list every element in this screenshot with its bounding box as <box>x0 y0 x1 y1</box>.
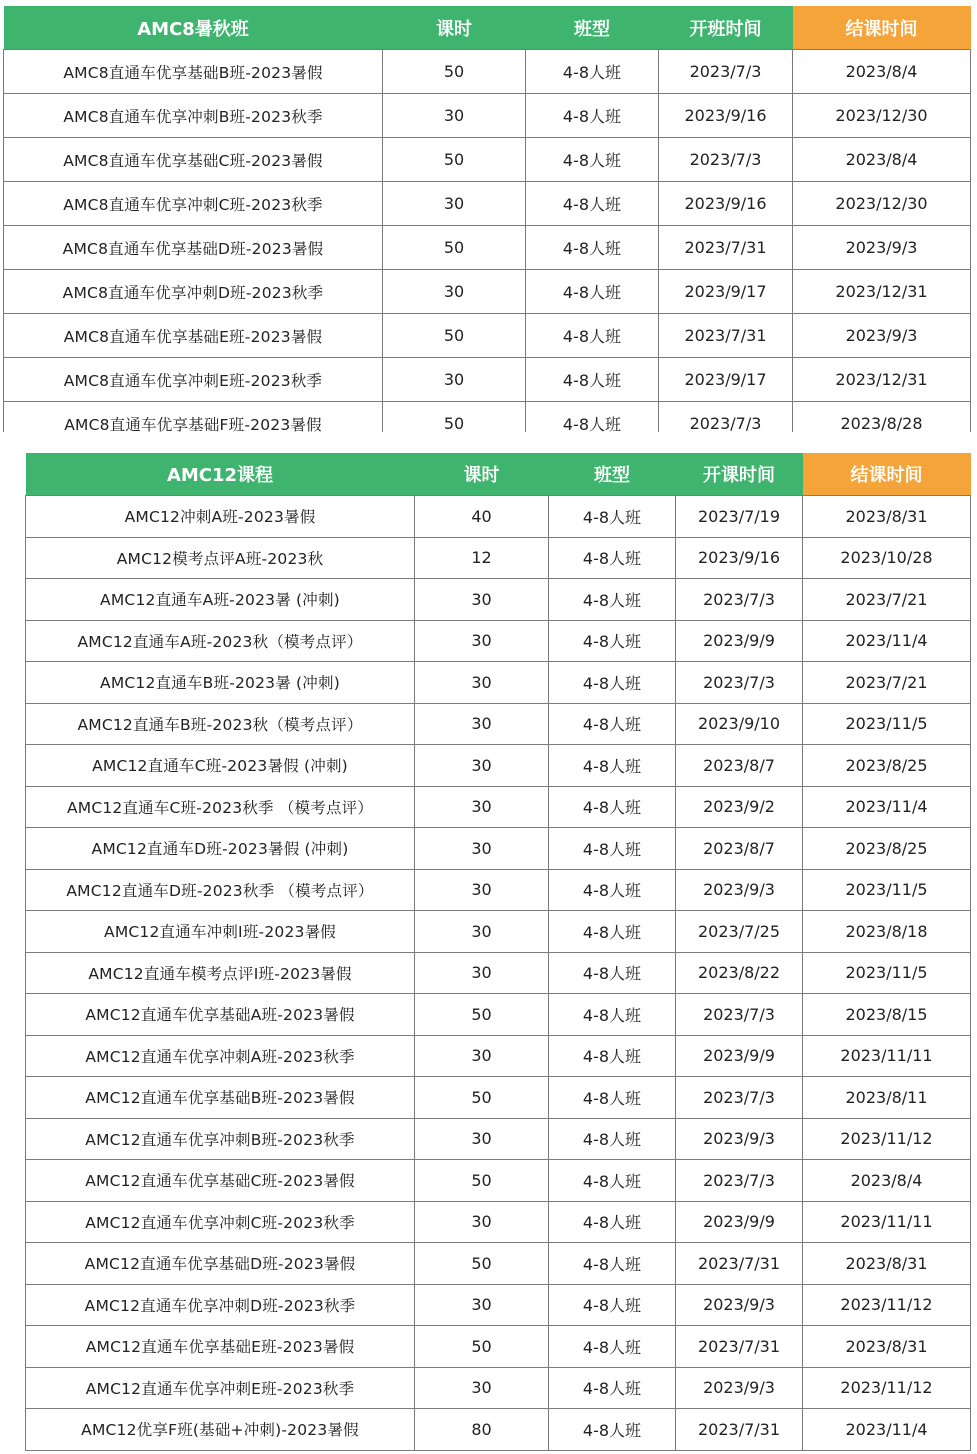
amc12-cell-hours: 30 <box>415 828 549 870</box>
amc8-cell-class-type: 4-8人班 <box>526 226 659 270</box>
amc12-header-start-date: 开课时间 <box>676 453 803 496</box>
amc12-table-row <box>26 620 971 662</box>
amc8-cell-course-name: AMC8直通车优享冲刺B班-2023秋季 <box>4 94 383 138</box>
amc12-table-row <box>26 662 971 704</box>
amc12-table-row <box>26 952 971 994</box>
amc8-cell-class-type: 4-8人班 <box>526 94 659 138</box>
amc8-cell-end-date: 2023/12/31 <box>793 358 971 402</box>
amc12-table-row <box>26 1077 971 1119</box>
amc12-cell-start-date: 2023/7/3 <box>676 579 803 621</box>
amc8-cell-start-date: 2023/7/31 <box>659 226 793 270</box>
amc12-cell-start-date: 2023/7/31 <box>676 1409 803 1451</box>
amc8-cell-class-type: 4-8人班 <box>526 314 659 358</box>
amc12-cell-start-date: 2023/7/3 <box>676 1077 803 1119</box>
amc8-table-row <box>4 50 971 94</box>
amc8-cell-start-date: 2023/9/17 <box>659 270 793 314</box>
amc12-table-row <box>26 1409 971 1451</box>
amc12-cell-course-name: AMC12直通车优享基础A班-2023暑假 <box>26 994 415 1036</box>
amc8-cell-start-date: 2023/9/17 <box>659 358 793 402</box>
amc8-cell-start-date: 2023/9/16 <box>659 94 793 138</box>
amc8-cell-hours: 50 <box>383 226 526 270</box>
amc8-header-hours: 课时 <box>383 6 526 50</box>
amc12-table-row <box>26 1326 971 1368</box>
amc12-table-row <box>26 745 971 787</box>
amc12-cell-class-type: 4-8人班 <box>549 1118 676 1160</box>
amc12-cell-class-type: 4-8人班 <box>549 1409 676 1451</box>
amc12-cell-course-name: AMC12直通车A班-2023秋（模考点评） <box>26 620 415 662</box>
amc12-cell-course-name: AMC12直通车优享冲刺B班-2023秋季 <box>26 1118 415 1160</box>
amc12-cell-end-date: 2023/7/21 <box>803 662 971 704</box>
amc8-table-row <box>4 358 971 402</box>
amc12-table-row <box>26 1367 971 1409</box>
amc12-cell-end-date: 2023/11/5 <box>803 869 971 911</box>
amc12-cell-class-type: 4-8人班 <box>549 496 676 538</box>
amc8-cell-end-date: 2023/12/31 <box>793 270 971 314</box>
amc12-cell-class-type: 4-8人班 <box>549 703 676 745</box>
amc12-cell-course-name: AMC12模考点评A班-2023秋 <box>26 537 415 579</box>
amc12-cell-class-type: 4-8人班 <box>549 662 676 704</box>
amc12-cell-course-name: AMC12冲刺A班-2023暑假 <box>26 496 415 538</box>
amc8-header-start-date: 开班时间 <box>659 6 793 50</box>
amc12-cell-hours: 30 <box>415 869 549 911</box>
amc12-cell-course-name: AMC12直通车冲刺I班-2023暑假 <box>26 911 415 953</box>
amc8-table-row <box>4 270 971 314</box>
amc8-cell-end-date: 2023/12/30 <box>793 182 971 226</box>
amc12-cell-class-type: 4-8人班 <box>549 1367 676 1409</box>
amc12-cell-end-date: 2023/8/4 <box>803 1160 971 1202</box>
amc12-table-row <box>26 1118 971 1160</box>
amc8-header-course: AMC8暑秋班 <box>4 6 383 50</box>
amc12-cell-class-type: 4-8人班 <box>549 745 676 787</box>
amc12-cell-end-date: 2023/11/12 <box>803 1367 971 1409</box>
amc12-cell-class-type: 4-8人班 <box>549 911 676 953</box>
amc12-cell-start-date: 2023/7/25 <box>676 911 803 953</box>
amc8-cell-end-date: 2023/9/3 <box>793 226 971 270</box>
amc12-cell-course-name: AMC12直通车B班-2023暑 (冲刺) <box>26 662 415 704</box>
amc12-cell-course-name: AMC12直通车优享基础C班-2023暑假 <box>26 1160 415 1202</box>
amc12-cell-start-date: 2023/9/9 <box>676 1035 803 1077</box>
amc8-cell-course-name: AMC8直通车优享冲刺C班-2023秋季 <box>4 182 383 226</box>
amc8-table-row <box>4 402 971 433</box>
amc12-cell-course-name: AMC12优享F班(基础+冲刺)-2023暑假 <box>26 1409 415 1451</box>
amc12-cell-start-date: 2023/9/3 <box>676 1284 803 1326</box>
amc12-cell-course-name: AMC12直通车D班-2023暑假 (冲刺) <box>26 828 415 870</box>
amc12-cell-end-date: 2023/8/31 <box>803 496 971 538</box>
amc12-cell-hours: 50 <box>415 1077 549 1119</box>
amc12-cell-course-name: AMC12直通车优享基础D班-2023暑假 <box>26 1243 415 1285</box>
amc8-cell-start-date: 2023/7/3 <box>659 402 793 433</box>
amc12-cell-course-name: AMC12直通车C班-2023秋季 （模考点评） <box>26 786 415 828</box>
amc12-cell-hours: 30 <box>415 911 549 953</box>
amc8-header-class-type: 班型 <box>526 6 659 50</box>
amc12-cell-start-date: 2023/9/9 <box>676 620 803 662</box>
amc12-cell-start-date: 2023/7/19 <box>676 496 803 538</box>
amc12-cell-course-name: AMC12直通车优享冲刺A班-2023秋季 <box>26 1035 415 1077</box>
amc12-cell-end-date: 2023/11/4 <box>803 786 971 828</box>
amc12-cell-start-date: 2023/9/10 <box>676 703 803 745</box>
amc12-cell-start-date: 2023/9/3 <box>676 1118 803 1160</box>
amc12-header-course: AMC12课程 <box>26 453 415 496</box>
amc12-cell-hours: 30 <box>415 1118 549 1160</box>
amc8-cell-class-type: 4-8人班 <box>526 402 659 433</box>
amc8-cell-end-date: 2023/9/3 <box>793 314 971 358</box>
amc12-table-row <box>26 828 971 870</box>
amc12-cell-course-name: AMC12直通车D班-2023秋季 （模考点评） <box>26 869 415 911</box>
amc12-cell-hours: 30 <box>415 1035 549 1077</box>
amc12-cell-course-name: AMC12直通车优享冲刺D班-2023秋季 <box>26 1284 415 1326</box>
amc12-cell-end-date: 2023/11/11 <box>803 1201 971 1243</box>
amc8-cell-start-date: 2023/7/3 <box>659 138 793 182</box>
amc12-cell-end-date: 2023/10/28 <box>803 537 971 579</box>
amc12-table-row <box>26 786 971 828</box>
amc12-cell-course-name: AMC12直通车A班-2023暑 (冲刺) <box>26 579 415 621</box>
amc12-cell-end-date: 2023/8/25 <box>803 828 971 870</box>
amc12-cell-class-type: 4-8人班 <box>549 869 676 911</box>
amc12-cell-course-name: AMC12直通车模考点评I班-2023暑假 <box>26 952 415 994</box>
amc12-schedule-table <box>25 453 971 1451</box>
amc12-cell-class-type: 4-8人班 <box>549 1035 676 1077</box>
amc12-table-row <box>26 1035 971 1077</box>
amc12-table-row <box>26 1243 971 1285</box>
amc12-cell-class-type: 4-8人班 <box>549 579 676 621</box>
amc8-cell-class-type: 4-8人班 <box>526 182 659 226</box>
amc8-table-row <box>4 314 971 358</box>
amc12-cell-end-date: 2023/11/5 <box>803 703 971 745</box>
amc12-cell-end-date: 2023/11/5 <box>803 952 971 994</box>
amc12-cell-start-date: 2023/8/7 <box>676 828 803 870</box>
amc8-cell-start-date: 2023/7/31 <box>659 314 793 358</box>
amc12-cell-course-name: AMC12直通车优享基础B班-2023暑假 <box>26 1077 415 1119</box>
amc12-cell-hours: 50 <box>415 1243 549 1285</box>
amc12-cell-hours: 30 <box>415 620 549 662</box>
amc12-cell-class-type: 4-8人班 <box>549 1326 676 1368</box>
amc12-table-row <box>26 579 971 621</box>
amc12-cell-end-date: 2023/8/18 <box>803 911 971 953</box>
amc8-cell-hours: 30 <box>383 182 526 226</box>
amc8-cell-end-date: 2023/8/4 <box>793 138 971 182</box>
amc12-cell-start-date: 2023/9/3 <box>676 1367 803 1409</box>
amc12-cell-class-type: 4-8人班 <box>549 828 676 870</box>
amc12-cell-start-date: 2023/7/31 <box>676 1326 803 1368</box>
amc8-schedule-table <box>3 6 971 432</box>
amc12-cell-start-date: 2023/7/31 <box>676 1243 803 1285</box>
amc8-cell-hours: 50 <box>383 138 526 182</box>
amc12-cell-hours: 50 <box>415 1160 549 1202</box>
amc12-cell-class-type: 4-8人班 <box>549 1201 676 1243</box>
amc12-table-row <box>26 537 971 579</box>
amc12-cell-hours: 80 <box>415 1409 549 1451</box>
amc12-cell-class-type: 4-8人班 <box>549 786 676 828</box>
amc12-table-row <box>26 1160 971 1202</box>
amc12-cell-hours: 30 <box>415 662 549 704</box>
amc12-table-row <box>26 703 971 745</box>
amc12-cell-end-date: 2023/8/15 <box>803 994 971 1036</box>
amc12-cell-class-type: 4-8人班 <box>549 620 676 662</box>
amc12-cell-hours: 30 <box>415 786 549 828</box>
amc12-cell-hours: 30 <box>415 745 549 787</box>
amc12-cell-start-date: 2023/7/3 <box>676 994 803 1036</box>
amc8-cell-course-name: AMC8直通车优享基础F班-2023暑假 <box>4 402 383 433</box>
amc12-cell-class-type: 4-8人班 <box>549 1160 676 1202</box>
amc8-cell-class-type: 4-8人班 <box>526 50 659 94</box>
amc12-cell-class-type: 4-8人班 <box>549 1243 676 1285</box>
amc8-table-row <box>4 94 971 138</box>
amc8-table-viewport <box>0 0 977 432</box>
amc12-cell-end-date: 2023/11/4 <box>803 1409 971 1451</box>
amc12-cell-hours: 30 <box>415 952 549 994</box>
amc12-header-class-type: 班型 <box>549 453 676 496</box>
amc8-cell-end-date: 2023/12/30 <box>793 94 971 138</box>
amc8-table-row <box>4 182 971 226</box>
amc12-cell-end-date: 2023/11/12 <box>803 1118 971 1160</box>
amc12-cell-class-type: 4-8人班 <box>549 1284 676 1326</box>
amc12-cell-end-date: 2023/11/4 <box>803 620 971 662</box>
amc12-table-row <box>26 496 971 538</box>
amc12-cell-hours: 30 <box>415 1201 549 1243</box>
amc8-cell-end-date: 2023/8/28 <box>793 402 971 433</box>
amc8-cell-class-type: 4-8人班 <box>526 270 659 314</box>
amc12-cell-course-name: AMC12直通车优享基础E班-2023暑假 <box>26 1326 415 1368</box>
amc12-cell-start-date: 2023/8/7 <box>676 745 803 787</box>
amc12-cell-class-type: 4-8人班 <box>549 952 676 994</box>
amc12-cell-hours: 12 <box>415 537 549 579</box>
amc12-cell-course-name: AMC12直通车优享冲刺C班-2023秋季 <box>26 1201 415 1243</box>
amc12-cell-end-date: 2023/11/11 <box>803 1035 971 1077</box>
amc12-table-row <box>26 869 971 911</box>
amc12-cell-end-date: 2023/8/31 <box>803 1243 971 1285</box>
amc12-cell-end-date: 2023/11/12 <box>803 1284 971 1326</box>
amc12-cell-start-date: 2023/9/9 <box>676 1201 803 1243</box>
amc12-table-row <box>26 1201 971 1243</box>
amc12-cell-hours: 50 <box>415 1326 549 1368</box>
amc12-header-row <box>26 453 971 496</box>
amc12-cell-course-name: AMC12直通车C班-2023暑假 (冲刺) <box>26 745 415 787</box>
amc8-cell-hours: 50 <box>383 402 526 433</box>
amc12-cell-hours: 30 <box>415 1284 549 1326</box>
amc12-table-body <box>26 496 971 1451</box>
amc12-header-hours: 课时 <box>415 453 549 496</box>
amc8-cell-course-name: AMC8直通车优享基础D班-2023暑假 <box>4 226 383 270</box>
amc12-cell-hours: 30 <box>415 1367 549 1409</box>
amc12-cell-start-date: 2023/9/2 <box>676 786 803 828</box>
amc12-cell-hours: 40 <box>415 496 549 538</box>
amc12-cell-class-type: 4-8人班 <box>549 1077 676 1119</box>
amc8-cell-hours: 50 <box>383 50 526 94</box>
amc8-cell-hours: 30 <box>383 358 526 402</box>
amc8-table-row <box>4 226 971 270</box>
amc8-cell-course-name: AMC8直通车优享冲刺D班-2023秋季 <box>4 270 383 314</box>
amc12-cell-course-name: AMC12直通车优享冲刺E班-2023秋季 <box>26 1367 415 1409</box>
amc8-table-row <box>4 138 971 182</box>
amc12-cell-start-date: 2023/8/22 <box>676 952 803 994</box>
amc8-cell-course-name: AMC8直通车优享基础E班-2023暑假 <box>4 314 383 358</box>
amc12-cell-start-date: 2023/9/16 <box>676 537 803 579</box>
amc12-cell-end-date: 2023/8/31 <box>803 1326 971 1368</box>
amc12-cell-hours: 30 <box>415 703 549 745</box>
amc8-cell-start-date: 2023/7/3 <box>659 50 793 94</box>
amc12-cell-course-name: AMC12直通车B班-2023秋（模考点评） <box>26 703 415 745</box>
amc8-cell-course-name: AMC8直通车优享基础B班-2023暑假 <box>4 50 383 94</box>
amc8-table-body <box>4 50 971 433</box>
amc12-table-row <box>26 911 971 953</box>
amc12-cell-start-date: 2023/9/3 <box>676 869 803 911</box>
amc12-table-row <box>26 1284 971 1326</box>
amc12-header-end-date: 结课时间 <box>803 453 971 496</box>
amc8-cell-hours: 30 <box>383 270 526 314</box>
amc12-cell-start-date: 2023/7/3 <box>676 662 803 704</box>
amc8-cell-end-date: 2023/8/4 <box>793 50 971 94</box>
amc12-cell-start-date: 2023/7/3 <box>676 1160 803 1202</box>
amc8-cell-course-name: AMC8直通车优享冲刺E班-2023秋季 <box>4 358 383 402</box>
amc8-cell-hours: 50 <box>383 314 526 358</box>
amc12-cell-end-date: 2023/8/25 <box>803 745 971 787</box>
amc8-header-end-date: 结课时间 <box>793 6 971 50</box>
amc8-header-row <box>4 6 971 50</box>
amc12-cell-class-type: 4-8人班 <box>549 994 676 1036</box>
amc12-cell-hours: 50 <box>415 994 549 1036</box>
amc12-cell-end-date: 2023/8/11 <box>803 1077 971 1119</box>
amc12-table-row <box>26 994 971 1036</box>
amc8-cell-start-date: 2023/9/16 <box>659 182 793 226</box>
amc12-cell-end-date: 2023/7/21 <box>803 579 971 621</box>
amc8-cell-course-name: AMC8直通车优享基础C班-2023暑假 <box>4 138 383 182</box>
amc8-cell-hours: 30 <box>383 94 526 138</box>
amc8-cell-class-type: 4-8人班 <box>526 358 659 402</box>
amc8-cell-class-type: 4-8人班 <box>526 138 659 182</box>
amc12-cell-hours: 30 <box>415 579 549 621</box>
amc12-cell-class-type: 4-8人班 <box>549 537 676 579</box>
